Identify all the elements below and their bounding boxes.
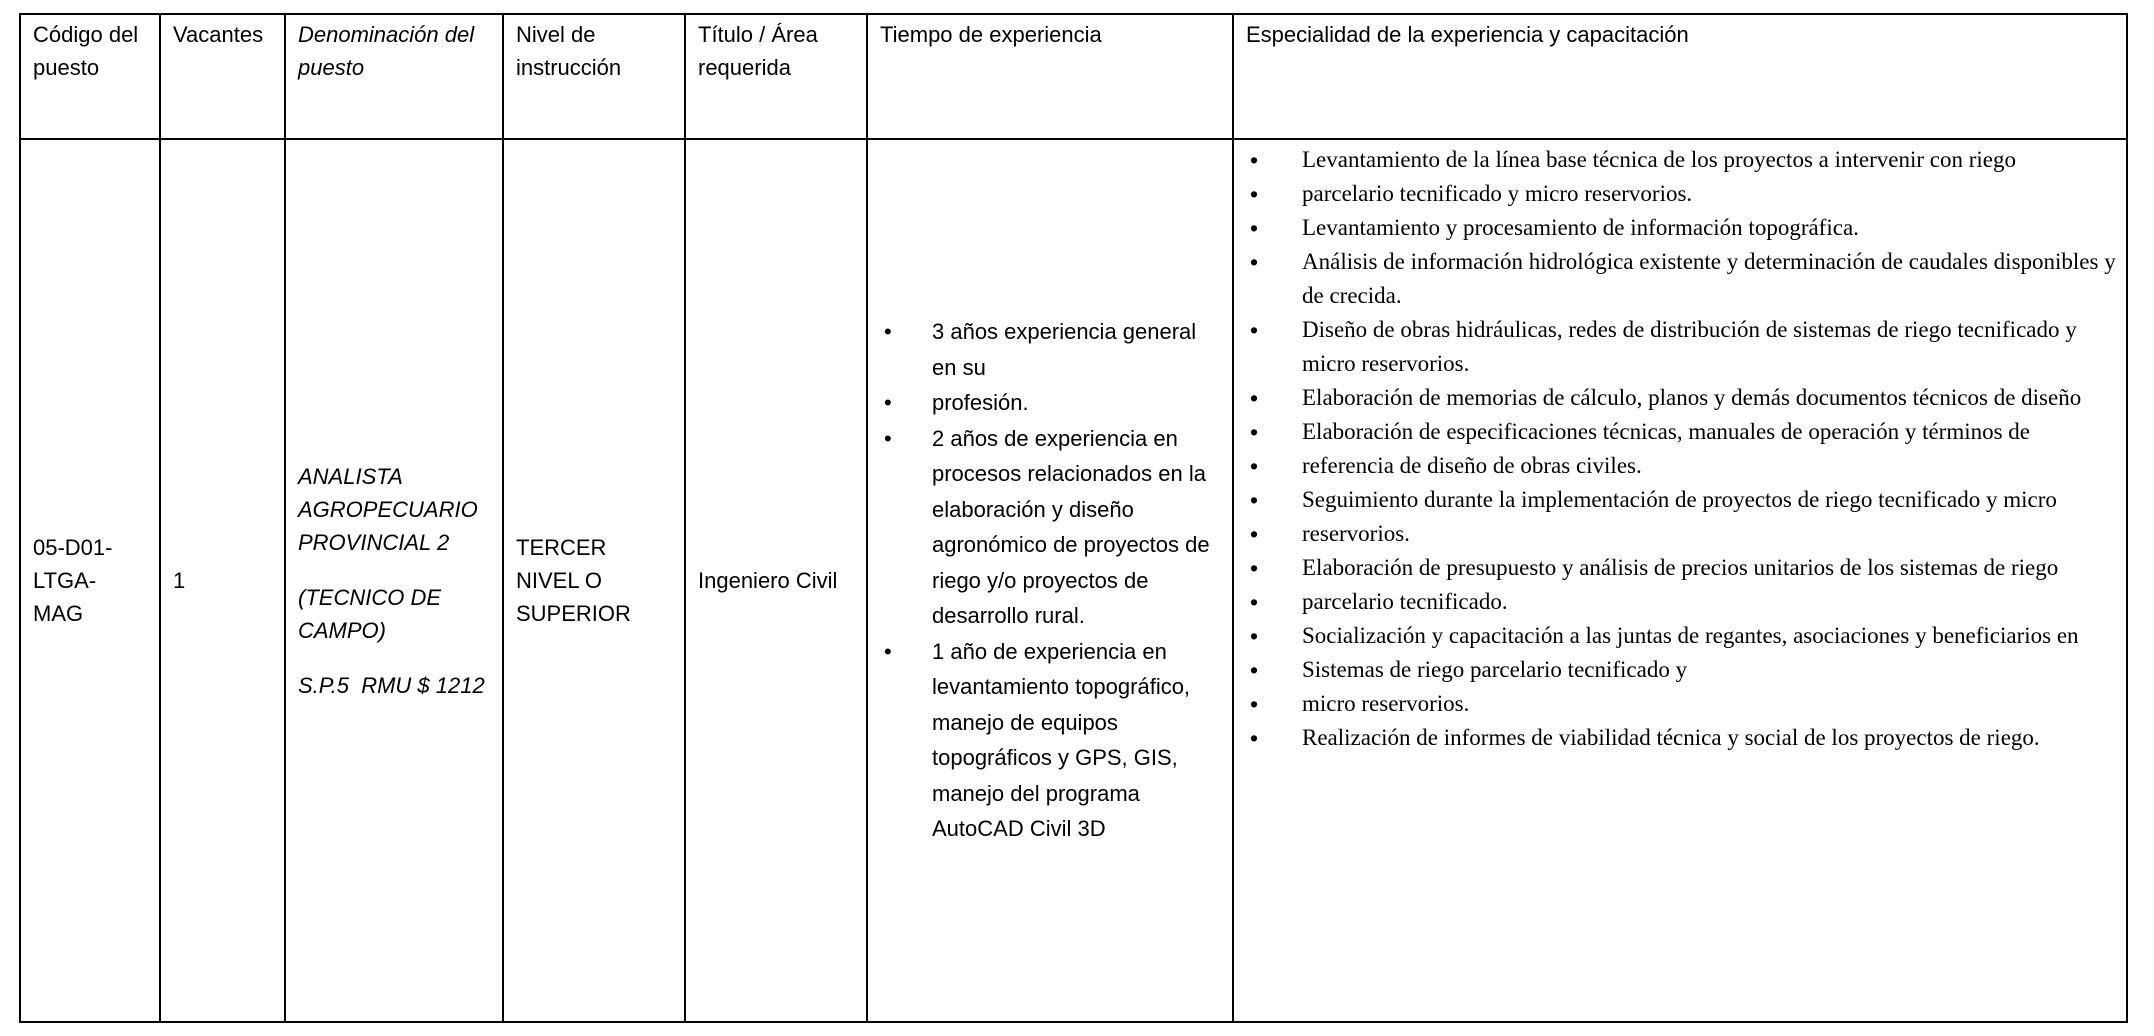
cell-tiempo (867, 139, 1233, 1022)
header-vacantes: Vacantes (160, 14, 285, 139)
cell-nivel (503, 139, 685, 1022)
list-item: • 3 años experiencia general en su (880, 314, 1218, 385)
especialidad-list (1250, 143, 2118, 755)
table-row (20, 139, 2127, 1022)
list-item: • micro reservorios. (1250, 687, 2118, 721)
list-item: • 2 años de experiencia en procesos relacionados en la elaboración y diseño agronómico de proyectos de riego y/o proyectos de desarrollo rural. (880, 421, 1218, 634)
list-item: • Levantamiento y procesamiento de información topográfica. (1250, 211, 2118, 245)
list-item: • Análisis de información hidrológica existente y determinación de caudales disponibles y de crecida. (1250, 245, 2118, 313)
list-item: • Elaboración de memorias de cálculo, planos y demás documentos técnicos de diseño (1250, 381, 2118, 415)
list-item: • Socialización y capacitación a las juntas de regantes, asociaciones y beneficiarios en (1250, 619, 2118, 653)
cell-titulo (685, 139, 867, 1022)
list-item: • Elaboración de especificaciones técnicas, manuales de operación y términos de (1250, 415, 2118, 449)
table-header-row (20, 14, 2127, 139)
list-item: • Seguimiento durante la implementación de proyectos de riego tecnificado y micro (1250, 483, 2118, 517)
list-item: • reservorios. (1250, 517, 2118, 551)
titulo-value: Ingeniero Civil (698, 568, 838, 593)
codigo-value: 05-D01-LTGA-MAG (33, 535, 113, 626)
list-item: • Elaboración de presupuesto y análisis de precios unitarios de los sistemas de riego (1250, 551, 2118, 585)
list-item: • Realización de informes de viabilidad técnica y social de los proyectos de riego. (1250, 721, 2118, 755)
job-requirements-table (19, 13, 2128, 1023)
list-item: • 1 año de experiencia en levantamiento topográfico, manejo de equipos topográficos y GPS, GIS, manejo del programa AutoCAD Civil 3D (880, 634, 1218, 847)
list-item: • Sistemas de riego parcelario tecnificado y (1250, 653, 2118, 687)
header-codigo: Código del puesto (20, 14, 160, 139)
list-item: • parcelario tecnificado. (1250, 585, 2118, 619)
denominacion-rol: (TECNICO DE CAMPO) (298, 584, 441, 643)
nivel-value: TERCER NIVEL O SUPERIOR (516, 535, 631, 626)
cell-codigo (20, 139, 160, 1022)
list-item: • Levantamiento de la línea base técnica de los proyectos a intervenir con riego (1250, 143, 2118, 177)
header-tiempo: Tiempo de experiencia (867, 14, 1233, 139)
tiempo-list (880, 314, 1218, 847)
cell-especialidad (1233, 139, 2127, 1022)
denominacion-remuneracion: S.P.5 RMU $ 1212 (298, 672, 485, 698)
vacantes-value: 1 (173, 568, 186, 593)
list-item: • referencia de diseño de obras civiles. (1250, 449, 2118, 483)
denominacion-cargo: ANALISTA AGROPECUARIO PROVINCIAL 2 (298, 463, 478, 555)
list-item: • profesión. (880, 385, 1218, 421)
list-item: • Diseño de obras hidráulicas, redes de distribución de sistemas de riego tecnificado y micro reservorios. (1250, 313, 2118, 381)
header-nivel: Nivel de instrucción (503, 14, 685, 139)
cell-vacantes (160, 139, 285, 1022)
header-denominacion: Denominación del puesto (285, 14, 503, 139)
header-especialidad: Especialidad de la experiencia y capacitación (1233, 14, 2127, 139)
header-titulo: Título / Área requerida (685, 14, 867, 139)
cell-denominacion (285, 139, 503, 1022)
list-item: • parcelario tecnificado y micro reservorios. (1250, 177, 2118, 211)
